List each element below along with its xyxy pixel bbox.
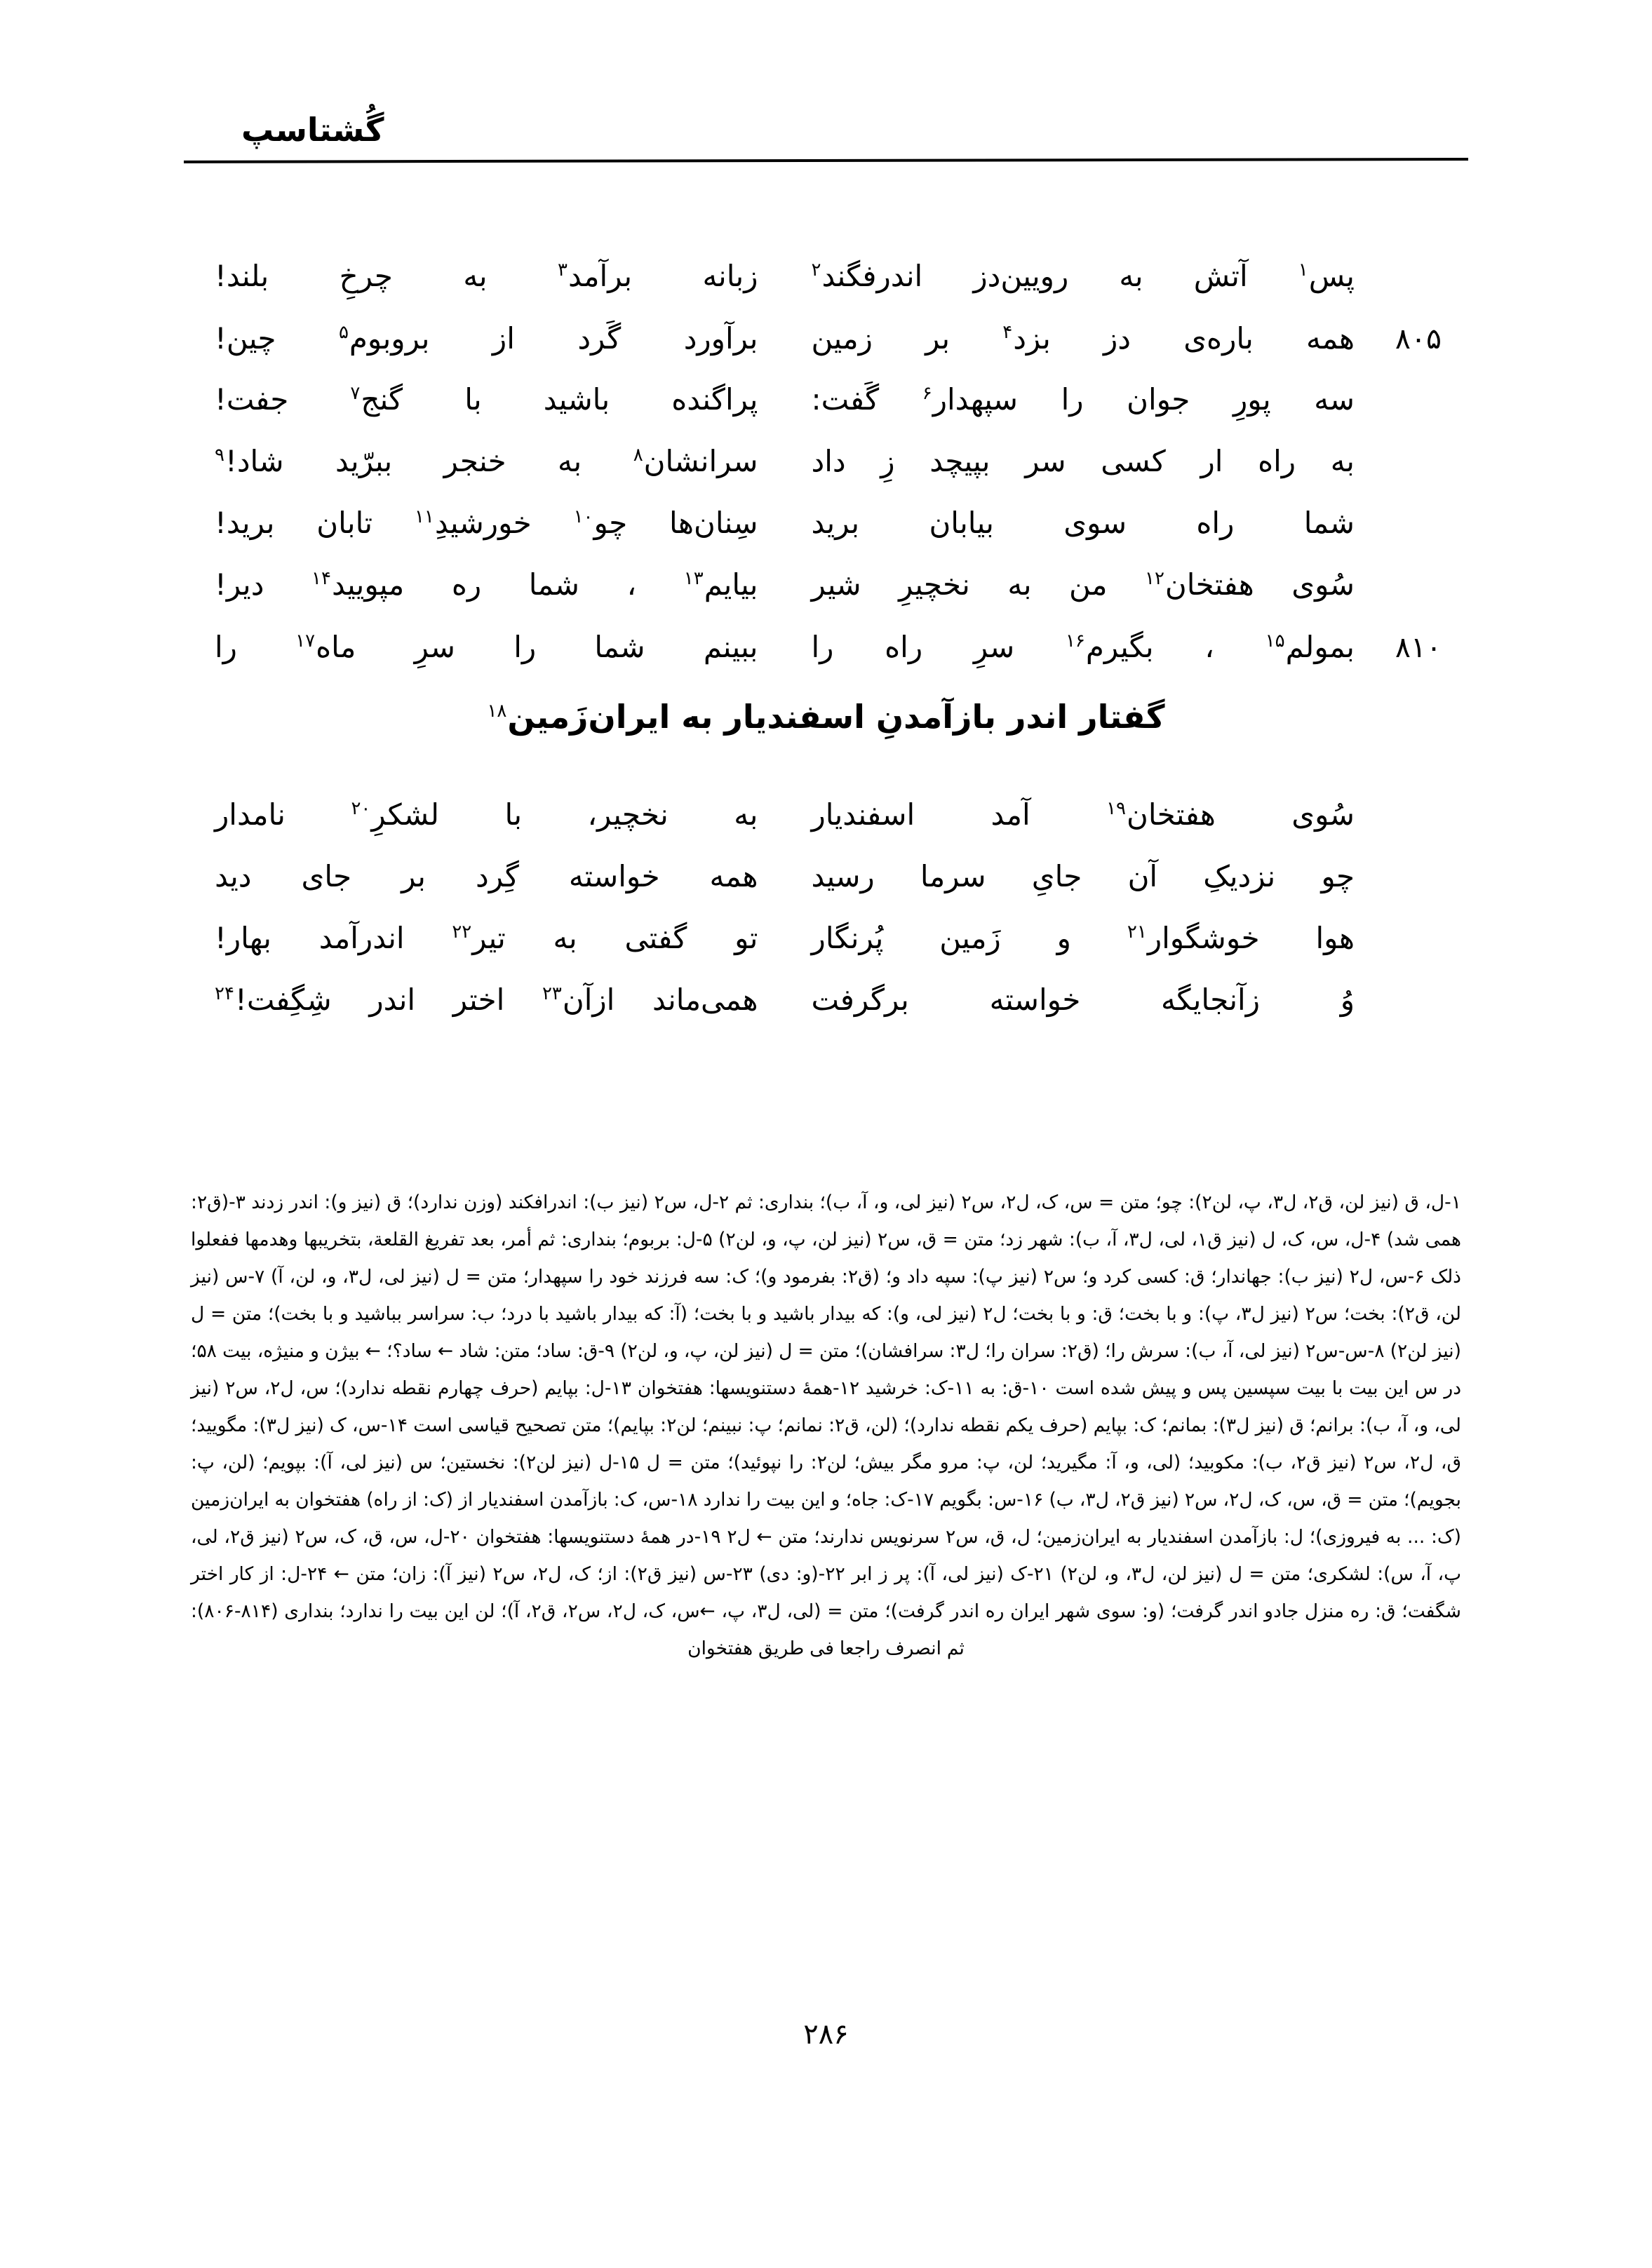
- verse-line-number: [1359, 532, 1442, 533]
- verse-block-upper: [210, 261, 1442, 693]
- verse-word: برید!: [215, 506, 275, 540]
- running-head-zone: [184, 112, 1468, 189]
- verse-word: کسی: [1101, 444, 1166, 478]
- verse-word: هفتخان$^{۱۹}$: [1106, 797, 1216, 832]
- verse-word: بروبوم$^۵$: [338, 321, 430, 356]
- verse-word: چو: [1321, 859, 1355, 893]
- verse-word: چین!: [215, 321, 276, 356]
- verse-word: سپهدار$^۶$: [922, 382, 1018, 417]
- verse-word: را: [215, 630, 237, 664]
- verse-word: شما: [1303, 506, 1355, 540]
- footnote-marker: ۱۱: [414, 506, 434, 527]
- hemistich-right: [768, 261, 1359, 292]
- verse-word: بهار!: [215, 921, 271, 955]
- verse-word: ببینم: [703, 630, 758, 664]
- footnote-marker: ۱۷: [295, 630, 316, 652]
- section-heading-text: گفتار اندر بازآمدنِ اسفندیار به ایران‌زَمین: [507, 698, 1165, 736]
- footnote-marker: ۱۶: [1065, 630, 1085, 652]
- verse-word: از: [492, 321, 515, 356]
- verse-word: اختر: [452, 983, 505, 1017]
- verse-word: بر: [401, 859, 426, 893]
- verse-word: بر: [925, 321, 951, 356]
- verse-word: شما: [594, 630, 645, 664]
- hemistich-right: [768, 569, 1359, 600]
- verse-word: به: [1007, 567, 1032, 602]
- verse-word: با: [464, 382, 482, 417]
- verse-word: بیابان: [929, 506, 994, 540]
- footnote-marker: ۱۴: [311, 568, 331, 589]
- footnote-marker: ۳: [558, 259, 568, 281]
- hemistich-right: [768, 632, 1359, 663]
- verse-word: را: [513, 630, 537, 664]
- verse-line: [210, 384, 1442, 446]
- hemistich-right: [768, 323, 1359, 354]
- section-heading: [210, 698, 1442, 736]
- verse-word: گَرد: [577, 321, 622, 356]
- hemistich-left: [210, 569, 768, 600]
- verse-word: سرِ: [973, 630, 1015, 664]
- hemistich-left: [210, 446, 768, 477]
- footnote-marker: ۴: [1002, 322, 1013, 343]
- verse-word: بمولم$^{۱۵}$: [1265, 630, 1355, 664]
- footnote-marker: ۲۳: [542, 983, 562, 1004]
- verse-word: بپیچد: [929, 444, 990, 478]
- verse-word: جایِ: [1031, 859, 1082, 893]
- footnote-marker: ۲۱: [1127, 922, 1147, 943]
- verse-line: [210, 508, 1442, 569]
- verse-line-number: [1359, 470, 1442, 471]
- verse-word: به: [734, 797, 758, 832]
- hemistich-right: [768, 446, 1359, 477]
- verse-word: سر: [1025, 444, 1066, 478]
- verse-word: آمد: [990, 797, 1030, 832]
- verse-word: سه: [1314, 382, 1355, 417]
- verse-line-number: ۸۱۰: [1395, 630, 1442, 664]
- hemistich-left: [210, 861, 768, 892]
- verse-word: گِرد: [475, 859, 519, 893]
- footnote-marker: ۵: [338, 322, 349, 343]
- footnote-marker: ۸: [633, 445, 643, 466]
- verse-word: جوان: [1127, 382, 1190, 417]
- verse-word: به: [1330, 444, 1355, 478]
- verse-word: آتش: [1193, 259, 1248, 293]
- verse-word: هوا: [1315, 921, 1355, 955]
- verse-word: تابان: [316, 506, 373, 540]
- verse-word: شاد!$^۹$: [215, 444, 284, 478]
- hemistich-left: [210, 323, 768, 354]
- verse-line: [210, 569, 1442, 631]
- verse-word: ماه$^{۱۷}$: [295, 630, 356, 664]
- verse-word: برید: [811, 506, 860, 540]
- footnote-marker: ۱۲: [1144, 568, 1164, 589]
- verse-line: [210, 861, 1442, 923]
- verse-word: سرما: [920, 859, 986, 893]
- verse-word: شما: [528, 567, 579, 602]
- hemistich-right: [768, 384, 1359, 415]
- verse-word: همه: [709, 859, 758, 893]
- footnote-marker: ۶: [922, 383, 932, 404]
- hemistich-left: [210, 985, 768, 1015]
- verse-word: سرِ: [414, 630, 455, 664]
- hemistich-right: [768, 508, 1359, 539]
- verse-block-lower: [210, 799, 1442, 1046]
- verse-word: مپویید$^{۱۴}$: [311, 567, 405, 602]
- footnote-marker: ۱۹: [1106, 798, 1127, 819]
- verse-word: خواسته: [989, 983, 1081, 1017]
- verse-word: خواسته: [568, 859, 660, 893]
- footnote-text: ۱-ل، ق (نیز لن، ق۲، ل۳، پ، لن۲): چو؛ متن = س، ک، ل۲، س۲ (نیز لی، و، آ، ب)؛ بنداری: ثم ۲-ل، س۲ (نیز ب): اندرافکند (وزن ندارد)؛ ق (نیز و): اندر زدند ۳-(ق۲: همی شد) ۴-ل، س، ک، ل (نیز ق۱، لی، ل۳، آ، ب): شهر زد؛ متن = ق، س۲ (نیز لن، پ، و، لن۲) ۵-ل: بربوم؛ بنداری: ثم أمر، بعد تفریغ القلعة، بتخریبها وهدمها ففعلوا ذلک ۶-س، ل۲ (نیز ب): جهاندار؛ ق: کسی کرد و؛ س۲ (نیز پ): سپه داد و؛ (ق۲: بفرمود و)؛ ک: سه فرزند خود را سپهدار؛ متن = ل (نیز لی، ل۳، و، لن، آ) ۷-س (نیز لن، ق۲): بخت؛ س۲ (نیز ل۳، پ): و با بخت؛ ق: و با بخت؛ ل۲ (نیز لی، و): که بیدار باشید و با بخت؛ (آ: که بیدار باشید با درد؛ ب: سراسر بباشید و با بخت)؛ متن = ل (نیز لن۲) ۸-س-س۲ (نیز لی، آ، ب): سرش را؛ (ق۲: سران را؛ ل۳: سرافشان)؛ متن = ل (نیز لن، پ، و، لن۲) ۹-ق: ساد؛ متن: شاد ← ساد؟؛ ← بیژن و منیژه، بیت ۵۸؛ در س این بیت با بیت سپسین پس و پیش شده است ۱۰-ق: به ۱۱-ک: خرشید ۱۲-همهٔ دستنویسها: هفتخوان ۱۳-ل: بپایم (حرف چهارم نقطه ندارد)؛ س، ل۲، س۲ (نیز لی، و، آ، ب): برانم؛ ق (نیز ل۳): بمانم؛ ک: بپایم (حرف یکم نقطه ندارد)؛ (لن، ق۲: نمانم؛ پ: نبینم؛ لن۲: بپایم)؛ متن تصحیح قیاسی است ۱۴-س، ک (نیز ل۳): مگویید؛ ق، ل۲، س۲ (نیز ق۲، ب): مکوبید؛ (لی، و، آ: مگیرید؛ لن، پ: مرو مگر بیش؛ لن۲: را نپوئید)؛ متن = ل ۱۵-ل (نیز لن۲): نخستین؛ س (نیز لی، آ): بپویم؛ (لن، پ: بجویم)؛ متن = ق، س، ک، ل۲، س۲ (نیز ق۲، ل۳، ب) ۱۶-س: بگویم ۱۷-ک: جاه؛ و این بیت را ندارد ۱۸-س، ک: بازآمدن اسفندیار از (ک: از راه) هفتخوان به ایران‌زمین (ک: ... به فیروزی)؛ ل: بازآمدن اسفندیار به ایران‌زمین؛ ل، ق، س۲ سرنویس ندارند؛ متن ← ل۲ ۱۹-در همهٔ دستنویسها: هفتخوان ۲۰-ل، س، ق، ک، س۲ (نیز ق۲، لی، پ، آ، س): لشکری؛ متن = ل (نیز لن، ل۳، و، لن۲) ۲۱-ک (نیز لی، آ): پر ز ابر ۲۲-(و: دی) ۲۳-س (نیز ق۲): از؛ ک، ل۲، س۲ (نیز آ): زان؛ متن ← ۲۴-ل: از کار اختر شگفت؛ ق: ره منزل جادو اندر گرفت؛ (و: سوی شهر ایران ره اندر گرفت)؛ متن = (لی، ل۳، پ، ←س، ک، ل۲، س۲، ق۲، آ)؛ لن این بیت را ندارد؛ بنداری (۸۱۴-۸۰۶): ثم انصرف راجعا فی طریق هفتخوان: [191, 1192, 1462, 1659]
- verse-word: آن: [1127, 859, 1158, 893]
- running-head-title: گُشتاسپ: [241, 111, 384, 149]
- hemistich-left: [210, 508, 768, 539]
- verse-word: دید: [215, 859, 252, 893]
- verse-word: نامدار: [215, 797, 286, 832]
- verse-word: نخچیر،: [587, 797, 669, 832]
- hemistich-left: [210, 384, 768, 415]
- verse-line-number: [1359, 885, 1442, 886]
- verse-word: شیر: [811, 567, 861, 602]
- verse-word: بیایم$^{۱۳}$: [683, 567, 758, 602]
- verse-word: به: [1119, 259, 1143, 293]
- verse-word: دز: [1103, 321, 1131, 356]
- hemistich-left: [210, 261, 768, 292]
- footnote-marker: ۱: [1298, 259, 1308, 281]
- hemistich-right: [768, 985, 1359, 1015]
- verse-word: تو: [734, 921, 758, 955]
- verse-line-number: ۸۰۵: [1395, 322, 1442, 356]
- verse-word: زبانه: [702, 259, 758, 293]
- verse-word: دیر!: [215, 567, 264, 602]
- verse-line: [210, 923, 1442, 985]
- verse-word: برآورد: [683, 321, 758, 356]
- hemistich-left: [210, 923, 768, 954]
- verse-line-number: [1359, 408, 1442, 410]
- hemistich-left: [210, 632, 768, 663]
- verse-word: باره‌ی: [1183, 321, 1254, 356]
- verse-word: گفتی: [624, 921, 687, 955]
- verse-word: نخچیرِ: [899, 567, 970, 602]
- header-divider-rule: [184, 158, 1468, 163]
- verse-word: چرخِ: [339, 259, 393, 293]
- verse-word: به: [558, 444, 582, 478]
- verse-word: تیر$^{۲۲}$: [452, 921, 506, 955]
- footnote-marker: ۱۰: [573, 506, 593, 527]
- verse-word: رویین‌دز: [973, 259, 1069, 293]
- section-heading-footnote-marker: ۱۸: [487, 700, 507, 722]
- verse-word: سرانشان$^۸$: [633, 444, 758, 478]
- verse-word: لشکرِ$^{۲۰}$: [351, 797, 440, 832]
- verse-word: هفتخان$^{۱۲}$: [1144, 567, 1254, 602]
- verse-word: بلند!: [215, 259, 269, 293]
- verse-word: خوشگوار$^{۲۱}$: [1127, 921, 1260, 955]
- verse-word: خورشیدِ$^{۱۱}$: [414, 506, 532, 540]
- verse-line-number: [1359, 947, 1442, 948]
- verse-word: باشید: [543, 382, 610, 417]
- footnote-marker: ۲: [811, 259, 821, 281]
- verse-word: برگرفت: [811, 983, 909, 1017]
- verse-word: سوی: [1063, 506, 1127, 540]
- verse-word: داد: [811, 444, 846, 478]
- verse-word: بزد$^۴$: [1002, 321, 1051, 356]
- footnote-marker: ۲۲: [452, 922, 472, 943]
- footnote-marker: ۱۳: [683, 568, 704, 589]
- verse-word: گَفت:: [811, 382, 880, 417]
- footnote-marker: ۷: [350, 383, 361, 404]
- verse-word: به: [463, 259, 488, 293]
- verse-word: پراگنده: [671, 382, 758, 417]
- verse-word: ار: [1200, 444, 1223, 478]
- verse-word: اسفندیار: [811, 797, 915, 832]
- hemistich-left: [210, 799, 768, 830]
- verse-line: [210, 323, 1442, 384]
- verse-word: برآمد$^۳$: [558, 259, 633, 293]
- verse-word: راه: [885, 630, 923, 664]
- verse-line: [210, 446, 1442, 508]
- footnote-marker: ۲۴: [215, 983, 234, 1004]
- verse-line: [210, 261, 1442, 323]
- verse-word: خنجر: [443, 444, 506, 478]
- verse-word: زِ: [880, 444, 895, 478]
- critical-apparatus-footnotes: [191, 1184, 1461, 1667]
- verse-word: جای: [301, 859, 352, 893]
- verse-word: شِگِفت!$^{۲۴}$: [215, 983, 332, 1017]
- footnote-marker: ۲۰: [351, 798, 371, 819]
- verse-word: راه: [1258, 444, 1296, 478]
- verse-word: راه: [1196, 506, 1235, 540]
- verse-line: [210, 631, 1442, 693]
- verse-word: وُ: [1340, 983, 1355, 1017]
- verse-word: ازآن$^{۲۳}$: [542, 983, 615, 1017]
- verse-word: به: [553, 921, 577, 955]
- verse-line-number: [1359, 593, 1442, 595]
- verse-line-number: [1359, 823, 1442, 825]
- verse-word: همی‌ماند: [652, 983, 758, 1017]
- verse-word: سِنان‌ها: [669, 506, 758, 540]
- verse-line-number: [1359, 1008, 1442, 1010]
- verse-word: ره: [451, 567, 482, 602]
- verse-word: را: [1061, 382, 1084, 417]
- verse-word: سُوی: [1291, 797, 1355, 832]
- hemistich-right: [768, 923, 1359, 954]
- verse-word: زَمین: [939, 921, 1001, 955]
- verse-word: زآنجایگه: [1161, 983, 1260, 1017]
- footnote-marker: ۱۵: [1265, 630, 1285, 652]
- verse-word: من: [1069, 567, 1108, 602]
- footnote-marker: ۹: [215, 445, 224, 466]
- verse-line: [210, 799, 1442, 861]
- page-number: ۲۸۶: [803, 2018, 849, 2051]
- verse-word: سُوی: [1291, 567, 1355, 602]
- verse-word: را: [811, 630, 834, 664]
- verse-word: بگیرم$^{۱۶}$: [1065, 630, 1154, 664]
- verse-word: پس$^۱$: [1298, 259, 1355, 293]
- verse-word: ببرّید: [335, 444, 393, 478]
- verse-word: جفت!: [215, 382, 289, 417]
- verse-word: و: [1056, 921, 1071, 955]
- verse-word: اندرآمد: [318, 921, 405, 955]
- verse-word: نزدیکِ: [1203, 859, 1276, 893]
- verse-word: با: [504, 797, 523, 832]
- verse-word: اندر: [369, 983, 416, 1017]
- verse-word: اندرفگند$^۲$: [811, 259, 923, 293]
- verse-word: زمین: [811, 321, 873, 356]
- hemistich-right: [768, 861, 1359, 892]
- verse-word: ،: [1204, 630, 1214, 664]
- verse-word: پورِ: [1233, 382, 1271, 417]
- verse-line: [210, 985, 1442, 1046]
- verse-word: رسید: [811, 859, 875, 893]
- verse-word: همه: [1306, 321, 1355, 356]
- verse-word: چو$^{۱۰}$: [573, 506, 628, 540]
- verse-line-number: [1359, 285, 1442, 286]
- verse-word: ،: [626, 567, 637, 602]
- verse-word: پُرنگار: [811, 921, 884, 955]
- hemistich-right: [768, 799, 1359, 830]
- verse-word: گنج$^۷$: [350, 382, 403, 417]
